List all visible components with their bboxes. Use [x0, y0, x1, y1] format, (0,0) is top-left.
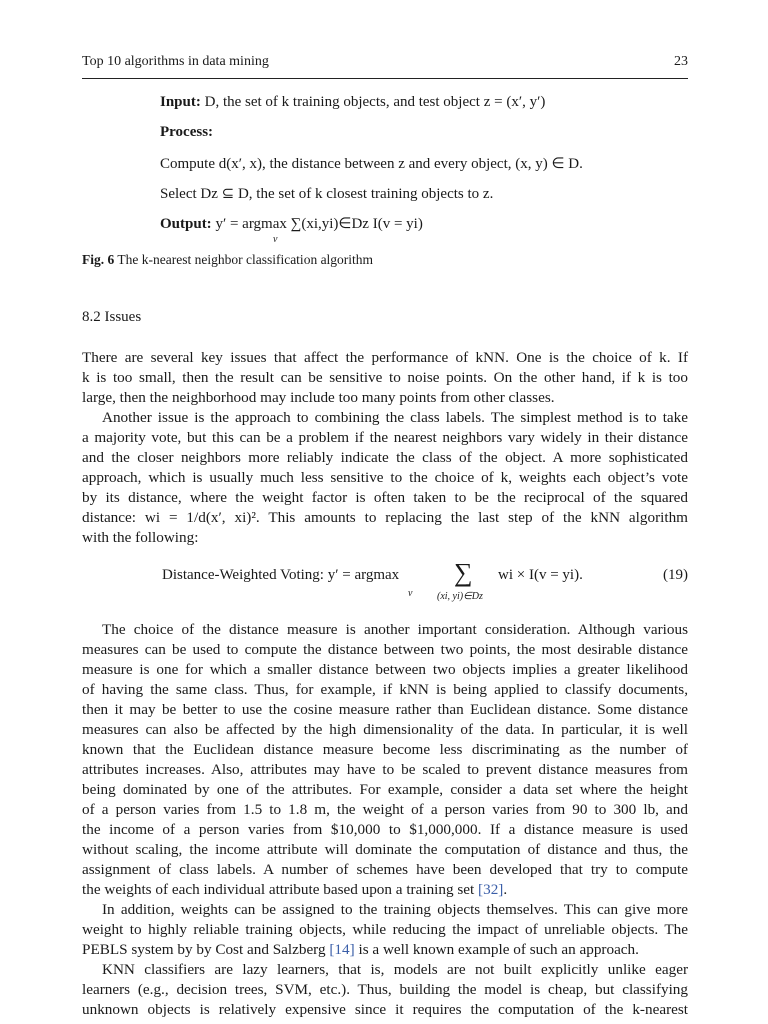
- section-heading: 8.2 Issues: [82, 309, 142, 325]
- paragraph-line: by its distance, where the weight factor is often taken to be the reciprocal of the squared: [82, 489, 688, 506]
- paragraph-line: then it may be better to use the cosine measure rather than Euclidean distance. Some distance: [82, 701, 688, 718]
- paragraph-line: distance: wi = 1/d(x′, xi)². This amounts to replacing the last step of the kNN algorithm: [82, 509, 688, 526]
- paragraph-line: the income of a person varies from $10,000 to $1,000,000. If a distance measure is used: [82, 821, 688, 838]
- figure-caption: [82, 252, 373, 268]
- summation-symbol: ∑: [454, 558, 473, 587]
- figure-caption-text: The k-nearest neighbor classification algorithm: [117, 252, 374, 267]
- paragraph-text: .: [503, 881, 508, 898]
- paragraph-line: a majority vote, but this can be a problem if the nearest neighbors vary widely in their distance: [82, 429, 688, 446]
- citation-link-32[interactable]: [32]: [478, 881, 504, 898]
- paragraph-line: measures can also be affected by the high dimensionality of the data. In particular, it is well: [82, 721, 688, 738]
- paragraph-4: [82, 900, 688, 960]
- paragraph-line: measure is one for which a smaller distance between two objects implies a greater likelihood: [82, 661, 688, 678]
- input-text: D, the set of k training objects, and test object z = (x′, y′): [204, 94, 546, 110]
- page-number: 23: [674, 54, 688, 69]
- paragraph-line: without scaling, the income attribute will dominate the computation of distance and thus, the: [82, 841, 688, 858]
- paragraph-line-final: [82, 940, 688, 960]
- paragraph-line: There are several key issues that affect the performance of kNN. One is the choice of k. If: [82, 349, 688, 366]
- paragraph-line: weight to highly reliable training objects, while reducing the impact of unreliable objects. The: [82, 921, 688, 938]
- paragraph-line: unknown objects is relatively expensive since it requires the computation of the k-nearest: [82, 1001, 688, 1018]
- header-rule: [82, 78, 688, 79]
- algorithm-output-line: [160, 214, 423, 233]
- paragraph-line: of having the same class. Thus, for example, if kNN is being applied to classify documents,: [82, 681, 688, 698]
- output-sum: ∑(xi,yi)∈Dz I(v = yi): [290, 216, 423, 232]
- paragraph-line: and the closer neighbors more reliably indicate the class of the object. A more sophisticated: [82, 449, 688, 466]
- paragraph-line: The choice of the distance measure is another important consideration. Although various: [102, 621, 688, 638]
- page: [82, 0, 688, 1024]
- output-argmax: y′ = argmax: [215, 216, 287, 232]
- output-label: Output:: [160, 216, 212, 232]
- algorithm-step-compute: [160, 154, 583, 173]
- paragraph-line: In addition, weights can be assigned to the training objects themselves. This can give more: [102, 901, 688, 918]
- equation-number: (19): [663, 567, 688, 583]
- paragraph-line: approach, which is usually much less sensitive to the choice of k, weights each object’s vote: [82, 469, 688, 486]
- paragraph-5: [82, 960, 688, 1020]
- paragraph-line: being dominated by one of the attributes. For example, consider a data set where the height: [82, 781, 688, 798]
- paragraph-1: [82, 348, 688, 408]
- paragraph-line: attributes increases. Also, attributes may have to be scaled to prevent distance measures from: [82, 761, 688, 778]
- process-label: Process:: [160, 124, 214, 140]
- citation-link-14[interactable]: [14]: [329, 941, 355, 958]
- paragraph-line: of a person varies from 1.5 to 1.8 m, the weight of a person varies from 90 to 300 lb, and: [82, 801, 688, 818]
- step-compute-text: Compute d(x′, x), the distance between z and every object, (x, y) ∈ D.: [160, 156, 583, 172]
- equation-19: [82, 558, 688, 612]
- paragraph-line: known that the Euclidean distance measure become less discriminating as the number of: [82, 741, 688, 758]
- paragraph-text: is a well known example of such an approach.: [354, 941, 639, 958]
- input-label: Input:: [160, 94, 201, 110]
- paragraph-line: measures can be used to compute the distance between two points, the most desirable distance: [82, 641, 688, 658]
- running-head: [82, 54, 688, 74]
- algorithm-input-line: [160, 94, 545, 111]
- figure-label: Fig. 6: [82, 252, 115, 267]
- summation-subscript: (xi, yi)∈Dz: [437, 591, 483, 602]
- equation-rhs: wi × I(v = yi).: [498, 567, 583, 583]
- algorithm-process-line: [160, 124, 213, 141]
- paragraph-line-final: [82, 880, 688, 900]
- algorithm-step-select: [160, 184, 493, 203]
- paragraph-line: with the following:: [82, 529, 199, 546]
- equation-argmax-subscript: v: [408, 588, 413, 599]
- paragraph-line: large, then the neighborhood may include too many points from other classes.: [82, 389, 555, 406]
- paragraph-line: learners (e.g., decision trees, SVM, etc.). Thus, building the model is cheap, but classifying: [82, 981, 688, 998]
- paragraph-3: [82, 620, 688, 900]
- paragraph-line: KNN classifiers are lazy learners, that is, models are not built explicitly unlike eager: [102, 961, 688, 978]
- paragraph-line: k is too small, then the result can be sensitive to noise points. On the other hand, if k is too: [82, 369, 688, 386]
- paragraph-line: assignment of class labels. A number of schemes have been developed that try to compute: [82, 861, 688, 878]
- equation-lhs: Distance-Weighted Voting: y′ = argmax: [162, 567, 400, 583]
- step-select-text: Select Dz ⊆ D, the set of k closest training objects to z.: [160, 186, 494, 202]
- paragraph-line: Another issue is the approach to combining the class labels. The simplest method is to take: [102, 409, 688, 426]
- paragraph-text: the weights of each individual attribute based upon a training set: [82, 881, 479, 898]
- output-argmax-subscript: v: [273, 234, 278, 245]
- running-head-title: Top 10 algorithms in data mining: [82, 54, 269, 69]
- paragraph-2: [82, 408, 688, 548]
- paragraph-text: PEBLS system by by Cost and Salzberg: [82, 941, 330, 958]
